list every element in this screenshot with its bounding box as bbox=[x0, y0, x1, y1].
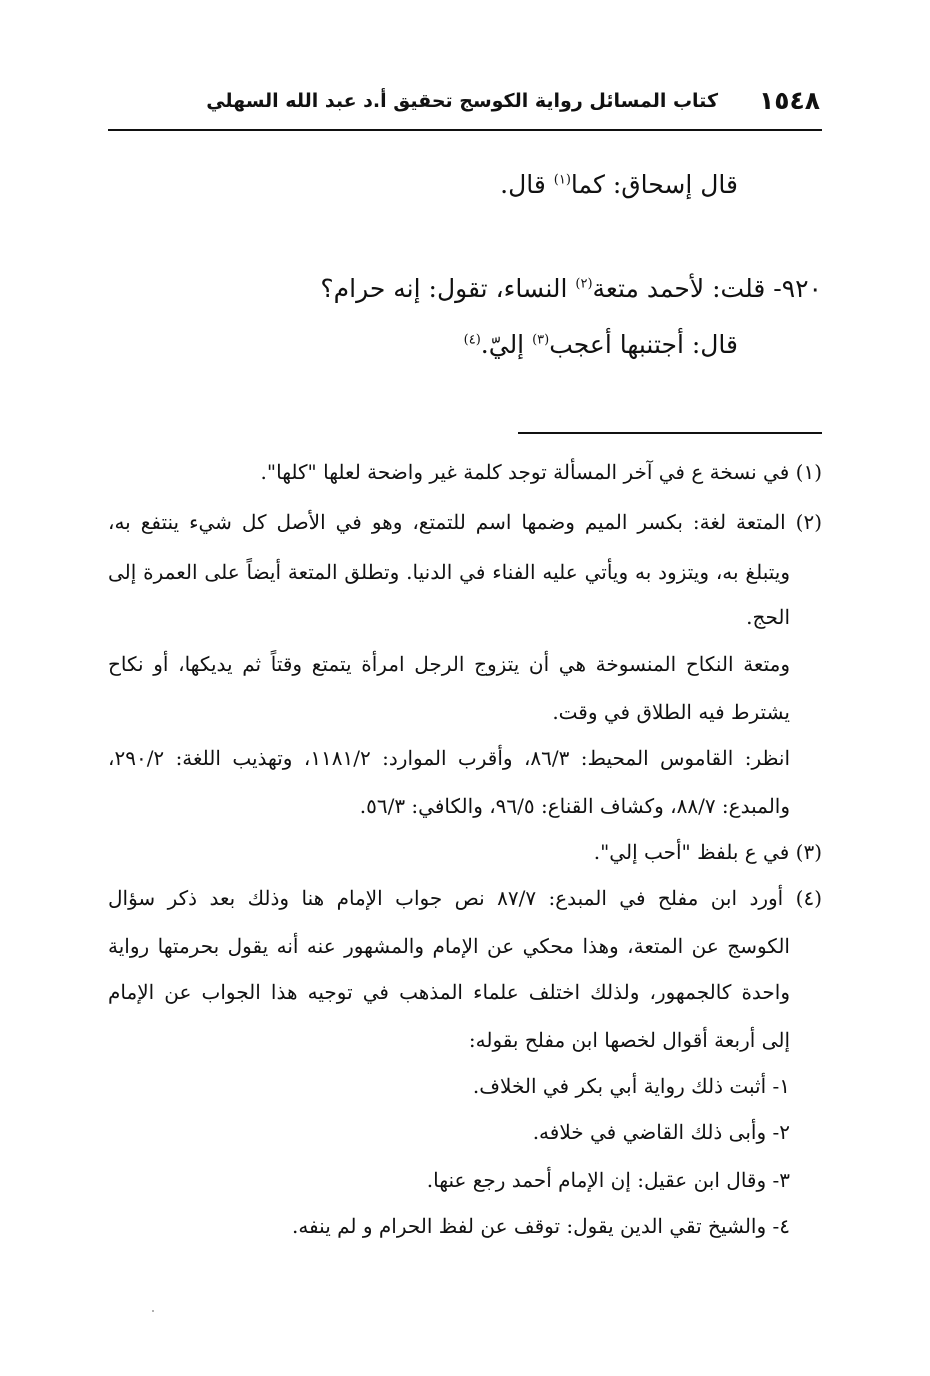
footnote-4-line: إلى أربعة أقوال لخصها ابن مفلح بقوله: bbox=[468, 1028, 790, 1052]
footnote-2-line: ومتعة النكاح المنسوخة هي أن يتزوج الرجل امرأة يتمتع وقتاً ثم يديكها، أو نكاح bbox=[108, 652, 790, 676]
question-920 bbox=[320, 274, 822, 303]
footnote-2-line: (٢) المتعة لغة: بكسر الميم وضمها اسم للتمتع، وهو في الأصل كل شيء ينتفع به، bbox=[108, 510, 822, 534]
footnote-2-line: الحج. bbox=[746, 605, 790, 629]
main-text: قال. bbox=[500, 170, 554, 199]
main-text: إليّ. bbox=[480, 330, 533, 359]
footnote-4-line: (٤) أورد ابن مفلح في المبدع: ٨٧/٧ نص جواب الإمام هنا وذلك بعد ذكر سؤال bbox=[108, 886, 822, 910]
main-text: قال إسحاق: كما bbox=[570, 170, 738, 199]
page-number: ١٥٤٨ bbox=[758, 86, 820, 115]
main-text: النساء، تقول: إنه حرام؟ bbox=[320, 274, 576, 303]
footnote-2-line: يشترط فيه الطلاق في وقت. bbox=[552, 700, 790, 724]
footnote-separator bbox=[518, 432, 822, 434]
ishaq-statement bbox=[500, 170, 738, 199]
footnote-4-line: الكوسج عن المتعة، وهذا محكي عن الإمام والمشهور عنه أنه يقول بحرمتها رواية bbox=[108, 934, 790, 958]
footnote-2-line: انظر: القاموس المحيط: ٨٦/٣، وأقرب الموارد: ١١٨١/٢، وتهذيب اللغة: ٢٩٠/٢، bbox=[108, 746, 791, 770]
footnote-2-line: ويتبلغ به، ويتزود به ويأتي عليه الفناء في الدنيا. وتطلق المتعة أيضاً على العمرة إلى bbox=[108, 560, 790, 584]
footnote-4-item: ١- أثبت ذلك رواية أبي بكر في الخلاف. bbox=[472, 1074, 790, 1098]
footnote-4-item: ٢- وأبى ذلك القاضي في خلافه. bbox=[532, 1120, 790, 1144]
footnote-ref-1: (١) bbox=[553, 172, 571, 188]
scan-speck bbox=[152, 1310, 154, 1312]
footnote-ref-4: (٤) bbox=[463, 332, 481, 348]
footnote-2-line: والمبدع: ٨٨/٧، وكشاف القناع: ٩٦/٥، والكافي: ٥٦/٣. bbox=[359, 794, 790, 818]
main-text: قال: أجتنبها أعجب bbox=[549, 330, 738, 359]
footnote-4-item: ٤- والشيخ تقي الدين يقول: توقف عن لفظ الحرام و لم ينفه. bbox=[291, 1214, 790, 1238]
footnote-1: (١) في نسخة ع في آخر المسألة توجد كلمة غير واضحة لعلها "كلها". bbox=[260, 460, 822, 484]
footnote-ref-2: (٢) bbox=[575, 276, 593, 292]
footnote-4-item: ٣- وقال ابن عقيل: إن الإمام أحمد رجع عنها. bbox=[426, 1168, 790, 1192]
header-rule bbox=[108, 129, 822, 131]
footnote-3: (٣) في ع بلفظ "أحب إلي". bbox=[593, 840, 822, 864]
answer-920 bbox=[464, 330, 738, 359]
running-header-title: كتاب المسائل رواية الكوسج تحقيق أ.د عبد الله السهلي bbox=[206, 90, 718, 112]
footnote-ref-3: (٣) bbox=[532, 332, 550, 348]
main-text: ٩٢٠- قلت: لأحمد متعة bbox=[592, 274, 822, 303]
footnote-4-line: واحدة كالجمهور، ولذلك اختلف علماء المذهب في توجيه هذا الجواب عن الإمام bbox=[108, 980, 790, 1004]
